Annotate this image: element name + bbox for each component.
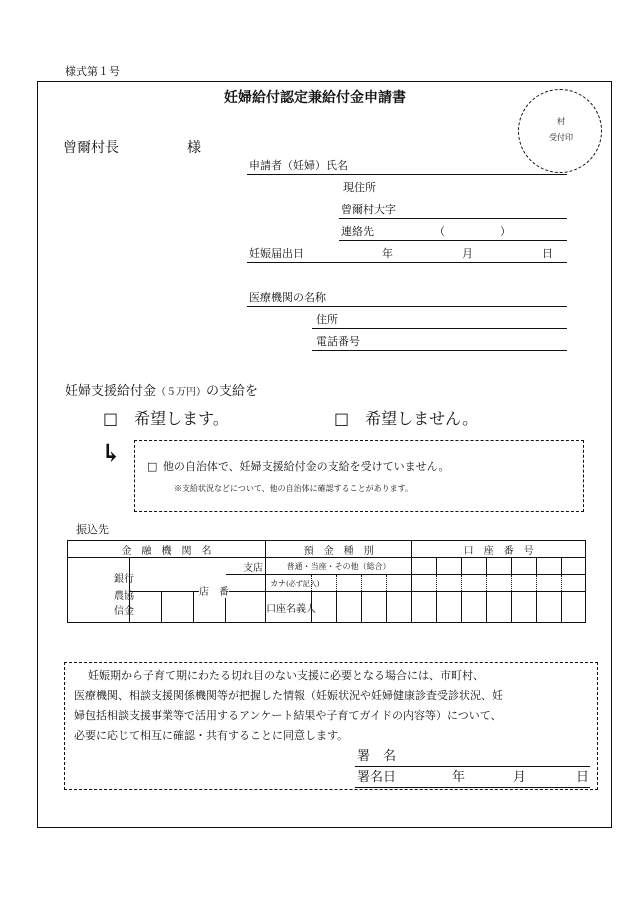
kana-label: カナ(必ず記入)	[266, 575, 312, 592]
applicant-contact-field[interactable]	[339, 240, 567, 241]
type-shinkin: 信金	[114, 606, 134, 617]
account-digit-2[interactable]	[437, 558, 462, 575]
form-number: 様式第１号	[65, 65, 120, 78]
medical-phone-label: 電話番号	[316, 335, 360, 348]
holder-box-10[interactable]	[537, 592, 562, 623]
support-question-amount: （５万円）	[156, 387, 207, 398]
consent-line-2: 医療機関、相談支援関係機関等が把握した情報（妊娠状況や妊婦健康診査受診状況、妊	[74, 689, 503, 702]
store-number-digit-1[interactable]	[130, 592, 162, 623]
medical-name-label: 医療機関の名称	[249, 291, 326, 304]
signature-date-label: 署名日	[357, 770, 397, 785]
holder-box-3[interactable]	[362, 592, 387, 623]
support-question	[65, 385, 258, 398]
bank-name-input[interactable]	[130, 558, 226, 575]
pregnancy-date-day: 日	[542, 247, 553, 260]
holder-box-6[interactable]	[437, 592, 462, 623]
option-no[interactable]	[334, 411, 478, 427]
kana-box-4[interactable]	[387, 575, 412, 592]
account-holder-label: 口座名義人	[266, 592, 312, 623]
store-number-digit-2[interactable]	[162, 592, 194, 623]
applicant-address-field[interactable]	[339, 218, 567, 219]
holder-box-8[interactable]	[487, 592, 512, 623]
applicant-name-label: 申請者（妊婦）氏名	[249, 159, 348, 172]
signature-field[interactable]	[355, 766, 590, 767]
signature-date-year: 年	[452, 770, 466, 785]
stamp-village-label: 村	[557, 117, 565, 126]
medical-name-field[interactable]	[247, 306, 567, 307]
reception-stamp-area	[518, 89, 602, 173]
store-number-blank	[226, 592, 266, 623]
signature-date-day: 日	[576, 770, 590, 785]
addressee-name: 曾爾村長	[63, 140, 119, 156]
option-yes-checkbox[interactable]: □	[103, 409, 119, 428]
option-yes[interactable]	[103, 411, 229, 427]
pregnancy-date-month: 月	[462, 247, 473, 260]
account-digit-6[interactable]	[537, 558, 562, 575]
branch-label: 支店	[226, 558, 266, 575]
arrow-icon: ↳	[101, 438, 122, 467]
holder-box-9[interactable]	[512, 592, 537, 623]
contact-paren-open: （	[434, 225, 445, 238]
account-digit-7[interactable]	[562, 558, 586, 575]
support-question-main: 妊婦支援給付金	[65, 384, 157, 399]
bank-blank	[226, 575, 266, 592]
bank-section-label: 振込先	[76, 523, 109, 536]
kana-box-3[interactable]	[362, 575, 387, 592]
account-digit-1[interactable]	[412, 558, 437, 575]
stamp-reception-label: 受付印	[549, 133, 573, 142]
option-yes-label: 希望します。	[134, 409, 229, 428]
pregnancy-date-label: 妊娠届出日	[249, 247, 304, 260]
applicant-contact-label: 連絡先	[341, 225, 374, 238]
consent-line-3: 婦包括相談支援事業等で活用するアンケート結果や子育てガイドの内容等）について、	[74, 709, 502, 722]
kana-box-8[interactable]	[487, 575, 512, 592]
type-agri: 農協	[114, 591, 134, 602]
pregnancy-date-year: 年	[382, 247, 393, 260]
header-account-number: 口 座 番 号	[412, 541, 586, 558]
option-no-checkbox[interactable]: □	[334, 409, 350, 428]
kana-box-7[interactable]	[462, 575, 487, 592]
kana-box-6[interactable]	[437, 575, 462, 592]
kana-box-10[interactable]	[537, 575, 562, 592]
applicant-address-value: 曾爾村大字	[341, 203, 396, 216]
support-question-tail: の支給を	[206, 384, 259, 399]
kana-box-5[interactable]	[412, 575, 437, 592]
signature-label: 署 名	[357, 749, 397, 764]
other-municipality-checkbox[interactable]: □	[147, 460, 158, 473]
other-municipality-row[interactable]	[147, 461, 449, 472]
kana-box-11[interactable]	[562, 575, 586, 592]
holder-box-2[interactable]	[337, 592, 362, 623]
contact-paren-close: ）	[500, 225, 511, 238]
signature-date-month: 月	[513, 770, 527, 785]
holder-box-5[interactable]	[412, 592, 437, 623]
form-title: 妊婦給付認定兼給付金申請書	[224, 90, 406, 106]
header-deposit-type: 預 金 種 別	[266, 541, 412, 558]
medical-address-field[interactable]	[312, 328, 567, 329]
consent-line-1: 妊娠期から子育て期にわたる切れ目のない支援に必要となる場合には、市町村、	[88, 669, 484, 682]
deposit-type-options[interactable]: 普通・当座・その他（総合）	[266, 558, 412, 575]
account-digit-5[interactable]	[512, 558, 537, 575]
medical-phone-field[interactable]	[312, 350, 567, 351]
medical-address-label: 住所	[316, 313, 338, 326]
kana-box-9[interactable]	[512, 575, 537, 592]
signature-date-field[interactable]	[355, 787, 590, 788]
kana-required-note: (必ず記入)	[286, 579, 320, 588]
other-municipality-box	[134, 440, 584, 512]
account-digit-4[interactable]	[487, 558, 512, 575]
applicant-address-label: 現住所	[343, 181, 376, 194]
pregnancy-date-field[interactable]	[247, 262, 567, 263]
addressee-honorific: 様	[187, 140, 201, 156]
option-no-label: 希望しません。	[365, 409, 479, 428]
applicant-name-field[interactable]	[247, 174, 567, 175]
holder-box-11[interactable]	[562, 592, 586, 623]
consent-line-4: 必要に応じて相互に確認・共有することに同意します。	[74, 729, 349, 742]
account-digit-3[interactable]	[462, 558, 487, 575]
other-municipality-note: ※支給状況などについて、他の自治体に確認することがあります。	[174, 484, 414, 493]
bank-table	[67, 540, 586, 623]
holder-box-7[interactable]	[462, 592, 487, 623]
store-number-label: 店 番	[199, 587, 229, 598]
kana-box-2[interactable]	[337, 575, 362, 592]
holder-box-4[interactable]	[387, 592, 412, 623]
type-bank: 銀行	[114, 574, 134, 585]
header-institution: 金 融 機 関 名	[68, 541, 266, 558]
other-municipality-label: 他の自治体で、妊婦支援給付金の支給を受けていません。	[162, 460, 450, 473]
